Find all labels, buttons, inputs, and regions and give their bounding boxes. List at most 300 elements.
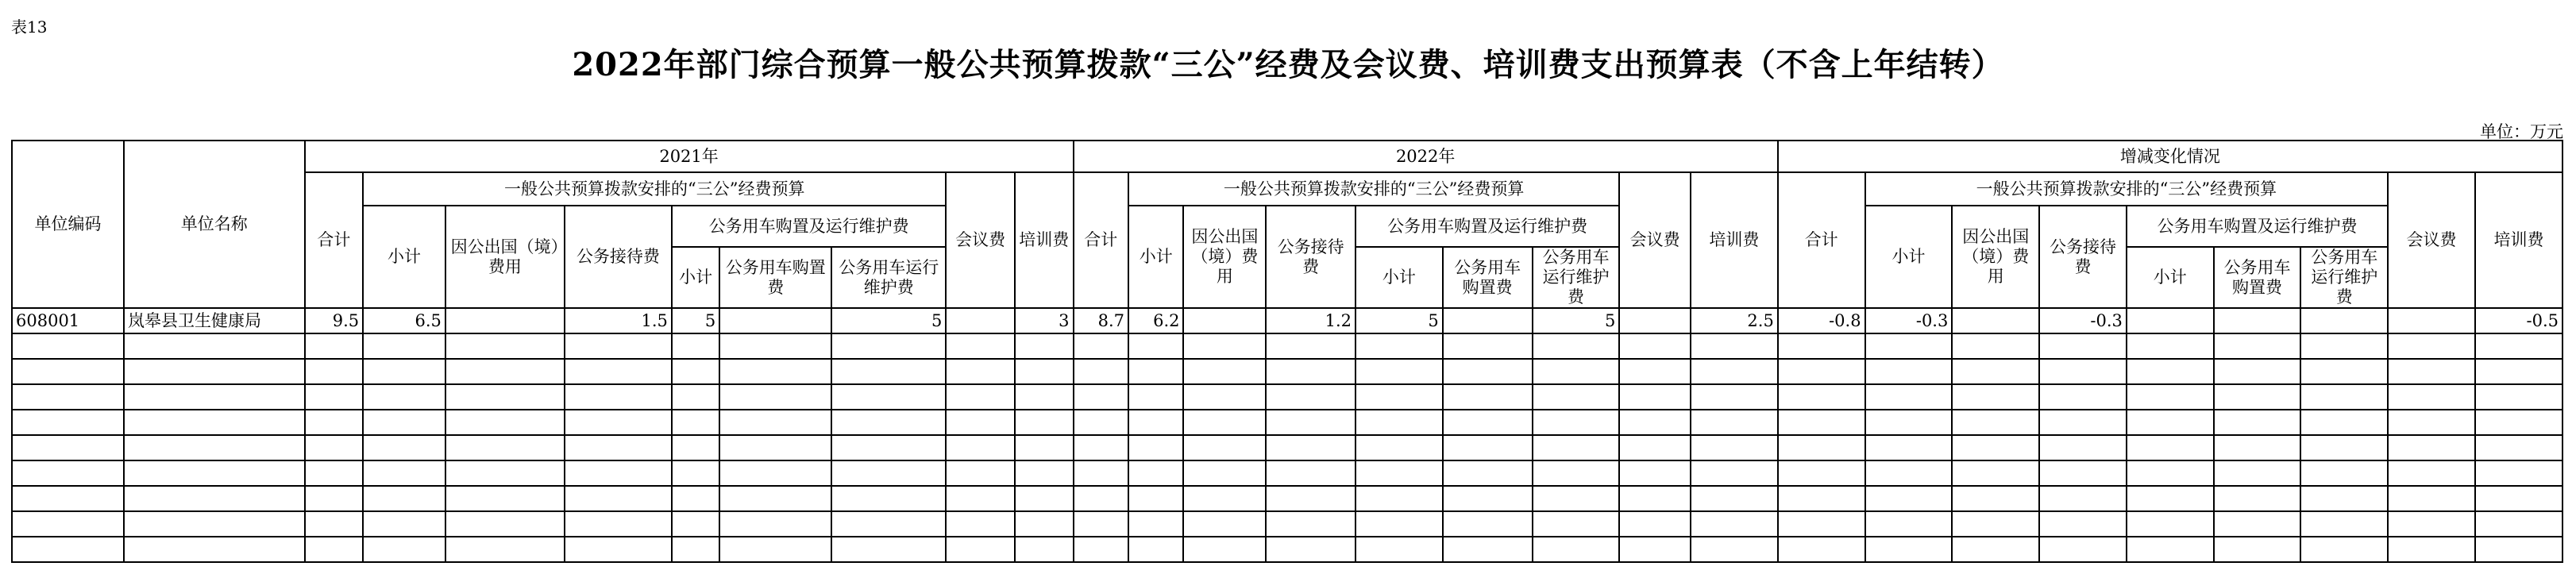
table-cell bbox=[1691, 511, 1778, 537]
table-cell bbox=[2475, 384, 2563, 410]
table-cell bbox=[1128, 537, 1183, 562]
table-cell bbox=[1183, 333, 1266, 359]
header-vehicle-purchase: 公务用车购置费 bbox=[2214, 247, 2301, 308]
cell-unit-code bbox=[12, 359, 124, 384]
table-cell bbox=[1952, 435, 2039, 460]
table-cell bbox=[1619, 511, 1691, 537]
header-meeting: 会议费 bbox=[2388, 172, 2475, 308]
cell-unit-code bbox=[12, 460, 124, 486]
table-cell bbox=[2127, 460, 2214, 486]
table-cell bbox=[1266, 486, 1355, 511]
table-cell bbox=[1443, 537, 1533, 562]
table-cell bbox=[1533, 384, 1620, 410]
table-cell bbox=[2300, 333, 2388, 359]
table-cell bbox=[305, 410, 364, 435]
cell-unit-code bbox=[12, 511, 124, 537]
header-meeting: 会议费 bbox=[946, 172, 1015, 308]
unit-label: 单位：万元 bbox=[2480, 122, 2563, 141]
table-cell bbox=[1952, 384, 2039, 410]
table-cell bbox=[363, 460, 445, 486]
header-unit-name: 单位名称 bbox=[124, 141, 305, 308]
table-cell bbox=[1074, 537, 1128, 562]
table-cell bbox=[565, 460, 672, 486]
table-cell bbox=[1074, 359, 1128, 384]
table-cell: -0.3 bbox=[1865, 308, 1953, 333]
table-cell bbox=[1015, 384, 1074, 410]
table-cell bbox=[719, 359, 831, 384]
cell-unit-code bbox=[12, 410, 124, 435]
table-cell bbox=[1619, 384, 1691, 410]
table-cell bbox=[363, 410, 445, 435]
table-body bbox=[12, 308, 2563, 562]
table-cell bbox=[1619, 537, 1691, 562]
table-cell bbox=[363, 486, 445, 511]
cell-unit-code bbox=[12, 384, 124, 410]
table-cell bbox=[2039, 435, 2127, 460]
table-cell bbox=[1691, 537, 1778, 562]
table-cell bbox=[445, 486, 565, 511]
table-cell bbox=[565, 486, 672, 511]
table-cell bbox=[363, 359, 445, 384]
table-cell bbox=[1355, 359, 1443, 384]
header-total: 合计 bbox=[1074, 172, 1128, 308]
header-vehicle-purchase: 公务用车购置费 bbox=[719, 247, 831, 308]
table-cell bbox=[1865, 333, 1953, 359]
table-cell bbox=[2039, 486, 2127, 511]
header-year-2021: 2021年 bbox=[305, 141, 1074, 172]
cell-unit-name bbox=[124, 486, 305, 511]
table-cell bbox=[1443, 410, 1533, 435]
cell-unit-code bbox=[12, 333, 124, 359]
cell-unit-code bbox=[12, 537, 124, 562]
table-cell bbox=[445, 460, 565, 486]
table-cell bbox=[1015, 460, 1074, 486]
table-row bbox=[12, 435, 2563, 460]
table-cell bbox=[1952, 359, 2039, 384]
header-vehicle-operation: 公务用车运行维护费 bbox=[1533, 247, 1620, 308]
table-cell bbox=[2388, 410, 2475, 435]
table-cell bbox=[1128, 359, 1183, 384]
table-cell bbox=[831, 359, 946, 384]
table-cell bbox=[1128, 435, 1183, 460]
table-cell bbox=[2127, 511, 2214, 537]
table-cell bbox=[1952, 460, 2039, 486]
table-cell bbox=[1778, 359, 1865, 384]
table-cell bbox=[672, 460, 719, 486]
table-cell bbox=[2214, 511, 2301, 537]
cell-unit-name bbox=[124, 384, 305, 410]
header-abroad: 因公出国（境）费用 bbox=[1183, 206, 1266, 308]
table-cell bbox=[719, 384, 831, 410]
table-cell bbox=[2127, 537, 2214, 562]
table-cell bbox=[946, 537, 1015, 562]
table-cell bbox=[1533, 359, 1620, 384]
table-cell bbox=[1183, 460, 1266, 486]
header-abroad: 因公出国（境）费用 bbox=[445, 206, 565, 308]
table-cell bbox=[719, 537, 831, 562]
cell-unit-name bbox=[124, 460, 305, 486]
table-cell bbox=[1533, 333, 1620, 359]
table-cell bbox=[672, 537, 719, 562]
table-cell bbox=[305, 511, 364, 537]
table-cell bbox=[1074, 410, 1128, 435]
table-cell bbox=[1691, 435, 1778, 460]
table-cell bbox=[445, 333, 565, 359]
table-cell bbox=[2475, 410, 2563, 435]
header-total: 合计 bbox=[305, 172, 364, 308]
table-cell bbox=[2214, 333, 2301, 359]
table-cell bbox=[2475, 511, 2563, 537]
table-cell: 1.5 bbox=[565, 308, 672, 333]
cell-unit-name bbox=[124, 537, 305, 562]
table-cell bbox=[2475, 435, 2563, 460]
table-cell bbox=[1865, 435, 1953, 460]
table-cell bbox=[1355, 537, 1443, 562]
header-training: 培训费 bbox=[1691, 172, 1778, 308]
table-cell bbox=[1015, 435, 1074, 460]
table-cell bbox=[1778, 410, 1865, 435]
header-training: 培训费 bbox=[2475, 172, 2563, 308]
header-vehicle: 公务用车购置及运行维护费 bbox=[672, 206, 946, 247]
table-cell bbox=[1778, 384, 1865, 410]
table-cell bbox=[565, 435, 672, 460]
table-cell bbox=[2127, 486, 2214, 511]
table-cell bbox=[2388, 308, 2475, 333]
table-cell bbox=[565, 384, 672, 410]
table-cell bbox=[719, 460, 831, 486]
table-cell bbox=[831, 384, 946, 410]
table-row bbox=[12, 410, 2563, 435]
header-change: 增减变化情况 bbox=[1778, 141, 2563, 172]
table-cell bbox=[363, 333, 445, 359]
table-row bbox=[12, 460, 2563, 486]
table-cell bbox=[1865, 460, 1953, 486]
table-cell: 1.2 bbox=[1266, 308, 1355, 333]
table-cell bbox=[1266, 460, 1355, 486]
table-cell bbox=[1355, 333, 1443, 359]
table-cell bbox=[1691, 359, 1778, 384]
cell-unit-name bbox=[124, 359, 305, 384]
header-three-public: 一般公共预算拨款安排的“三公”经费预算 bbox=[1128, 172, 1619, 206]
header-three-public: 一般公共预算拨款安排的“三公”经费预算 bbox=[363, 172, 946, 206]
table-cell bbox=[1691, 460, 1778, 486]
table-cell bbox=[1865, 384, 1953, 410]
table-cell bbox=[1183, 435, 1266, 460]
table-cell bbox=[719, 410, 831, 435]
table-cell bbox=[445, 384, 565, 410]
header-vehicle: 公务用车购置及运行维护费 bbox=[1355, 206, 1619, 247]
table-cell bbox=[1266, 333, 1355, 359]
table-cell bbox=[2475, 537, 2563, 562]
table-cell bbox=[1183, 511, 1266, 537]
table-cell: 6.2 bbox=[1128, 308, 1183, 333]
table-cell bbox=[1355, 384, 1443, 410]
table-cell bbox=[1015, 333, 1074, 359]
table-cell bbox=[445, 410, 565, 435]
table-cell bbox=[2300, 384, 2388, 410]
table-cell: 5 bbox=[831, 308, 946, 333]
header-vehicle-purchase: 公务用车购置费 bbox=[1443, 247, 1533, 308]
table-cell bbox=[1266, 410, 1355, 435]
table-cell bbox=[1355, 410, 1443, 435]
header-vehicle-subtotal: 小计 bbox=[1355, 247, 1443, 308]
cell-unit-name bbox=[124, 333, 305, 359]
table-cell bbox=[1183, 384, 1266, 410]
table-cell bbox=[1128, 384, 1183, 410]
header-training: 培训费 bbox=[1015, 172, 1074, 308]
header-subtotal: 小计 bbox=[363, 206, 445, 308]
table-cell bbox=[1183, 486, 1266, 511]
table-cell bbox=[831, 460, 946, 486]
header-three-public: 一般公共预算拨款安排的“三公”经费预算 bbox=[1865, 172, 2389, 206]
header-subtotal: 小计 bbox=[1128, 206, 1183, 308]
table-cell bbox=[1015, 486, 1074, 511]
cell-unit-code bbox=[12, 435, 124, 460]
header-vehicle-subtotal: 小计 bbox=[672, 247, 719, 308]
table-cell bbox=[1074, 486, 1128, 511]
table-cell bbox=[363, 384, 445, 410]
table-cell bbox=[2214, 384, 2301, 410]
table-cell bbox=[2300, 410, 2388, 435]
table-cell bbox=[565, 511, 672, 537]
table-cell bbox=[445, 359, 565, 384]
table-row bbox=[12, 359, 2563, 384]
table-cell bbox=[2214, 410, 2301, 435]
table-cell bbox=[1865, 511, 1953, 537]
table-cell bbox=[1183, 308, 1266, 333]
table-cell bbox=[1533, 460, 1620, 486]
table-cell bbox=[1183, 410, 1266, 435]
table-cell bbox=[445, 308, 565, 333]
table-cell bbox=[946, 359, 1015, 384]
table-cell bbox=[1952, 308, 2039, 333]
table-cell bbox=[2475, 486, 2563, 511]
table-cell bbox=[1074, 460, 1128, 486]
table-cell bbox=[672, 333, 719, 359]
table-cell bbox=[946, 410, 1015, 435]
table-cell bbox=[1619, 435, 1691, 460]
table-cell bbox=[1074, 435, 1128, 460]
header-vehicle-subtotal: 小计 bbox=[2127, 247, 2214, 308]
header-vehicle-operation: 公务用车运行维护费 bbox=[2300, 247, 2388, 308]
budget-table bbox=[11, 140, 2563, 563]
table-cell bbox=[1865, 410, 1953, 435]
table-cell bbox=[1778, 435, 1865, 460]
table-cell bbox=[363, 511, 445, 537]
table-cell bbox=[1952, 333, 2039, 359]
cell-unit-name bbox=[124, 410, 305, 435]
table-row bbox=[12, 333, 2563, 359]
table-cell bbox=[2388, 435, 2475, 460]
header-meeting: 会议费 bbox=[1619, 172, 1691, 308]
header-reception: 公务接待费 bbox=[565, 206, 672, 308]
table-cell bbox=[1128, 511, 1183, 537]
table-cell bbox=[305, 384, 364, 410]
table-cell bbox=[1619, 308, 1691, 333]
table-cell bbox=[2388, 384, 2475, 410]
table-cell bbox=[1266, 511, 1355, 537]
table-cell bbox=[672, 435, 719, 460]
table-cell bbox=[719, 486, 831, 511]
cell-unit-code: 608001 bbox=[12, 308, 124, 333]
table-cell bbox=[1952, 511, 2039, 537]
table-row bbox=[12, 537, 2563, 562]
table-cell bbox=[1015, 410, 1074, 435]
table-cell: 9.5 bbox=[305, 308, 364, 333]
table-cell bbox=[831, 333, 946, 359]
table-cell bbox=[1691, 333, 1778, 359]
table-cell bbox=[719, 308, 831, 333]
table-cell bbox=[1778, 486, 1865, 511]
header-vehicle: 公务用车购置及运行维护费 bbox=[2127, 206, 2388, 247]
table-cell bbox=[1266, 359, 1355, 384]
table-row bbox=[12, 511, 2563, 537]
table-cell bbox=[2475, 333, 2563, 359]
table-cell bbox=[831, 410, 946, 435]
table-cell bbox=[1533, 537, 1620, 562]
table-cell bbox=[2214, 308, 2301, 333]
table-cell bbox=[2388, 537, 2475, 562]
table-cell bbox=[1015, 359, 1074, 384]
table-cell bbox=[1533, 486, 1620, 511]
table-cell bbox=[1865, 486, 1953, 511]
table-cell bbox=[2214, 359, 2301, 384]
table-cell: -0.5 bbox=[2475, 308, 2563, 333]
table-cell bbox=[2127, 435, 2214, 460]
table-cell bbox=[1355, 435, 1443, 460]
table-cell bbox=[1533, 410, 1620, 435]
table-cell bbox=[2388, 486, 2475, 511]
header-unit-code: 单位编码 bbox=[12, 141, 124, 308]
table-cell bbox=[2475, 359, 2563, 384]
table-cell bbox=[305, 486, 364, 511]
table-cell bbox=[363, 537, 445, 562]
table-cell bbox=[1074, 333, 1128, 359]
table-cell bbox=[672, 511, 719, 537]
header-year-2022: 2022年 bbox=[1074, 141, 1778, 172]
table-cell bbox=[2300, 308, 2388, 333]
table-cell bbox=[565, 537, 672, 562]
table-cell bbox=[2300, 486, 2388, 511]
table-cell bbox=[305, 359, 364, 384]
table-cell bbox=[1533, 435, 1620, 460]
cell-unit-name bbox=[124, 511, 305, 537]
table-cell: 5 bbox=[1533, 308, 1620, 333]
table-cell bbox=[2214, 435, 2301, 460]
table-cell bbox=[1074, 384, 1128, 410]
table-row bbox=[12, 384, 2563, 410]
table-cell bbox=[1952, 537, 2039, 562]
table-cell bbox=[672, 410, 719, 435]
table-cell bbox=[672, 486, 719, 511]
page-title: 2022年部门综合预算一般公共预算拨款“三公”经费及会议费、培训费支出预算表（不含上年结转） bbox=[572, 46, 2004, 83]
table-cell bbox=[1266, 384, 1355, 410]
cell-unit-name: 岚皋县卫生健康局 bbox=[124, 308, 305, 333]
table-cell bbox=[719, 333, 831, 359]
table-cell bbox=[1691, 410, 1778, 435]
table-cell bbox=[1619, 333, 1691, 359]
table-cell bbox=[565, 333, 672, 359]
table-cell bbox=[1691, 384, 1778, 410]
table-cell: -0.3 bbox=[2039, 308, 2127, 333]
table-cell bbox=[2300, 359, 2388, 384]
table-cell bbox=[946, 333, 1015, 359]
table-cell bbox=[1443, 308, 1533, 333]
table-cell bbox=[1443, 460, 1533, 486]
table-cell bbox=[831, 537, 946, 562]
table-cell bbox=[445, 435, 565, 460]
header-total: 合计 bbox=[1778, 172, 1865, 308]
table-cell bbox=[1619, 486, 1691, 511]
table-cell bbox=[2388, 511, 2475, 537]
table-cell bbox=[2300, 435, 2388, 460]
table-cell bbox=[2039, 537, 2127, 562]
table-cell bbox=[2300, 537, 2388, 562]
table-cell bbox=[305, 435, 364, 460]
table-cell: 5 bbox=[1355, 308, 1443, 333]
table-cell bbox=[1183, 537, 1266, 562]
table-cell bbox=[2300, 511, 2388, 537]
table-cell bbox=[946, 308, 1015, 333]
table-cell bbox=[1443, 435, 1533, 460]
table-cell bbox=[445, 537, 565, 562]
table-cell: 3 bbox=[1015, 308, 1074, 333]
table-cell bbox=[1778, 537, 1865, 562]
table-cell bbox=[2039, 333, 2127, 359]
table-cell bbox=[363, 435, 445, 460]
table-cell bbox=[946, 384, 1015, 410]
table-cell bbox=[2127, 359, 2214, 384]
table-cell bbox=[1778, 333, 1865, 359]
table-cell bbox=[2388, 359, 2475, 384]
sheet-label: 表13 bbox=[11, 17, 48, 37]
table-cell bbox=[1266, 435, 1355, 460]
table-cell bbox=[1443, 384, 1533, 410]
table-cell bbox=[2475, 460, 2563, 486]
table-cell bbox=[2214, 460, 2301, 486]
table-cell bbox=[565, 359, 672, 384]
table-cell bbox=[1619, 359, 1691, 384]
header-reception: 公务接待费 bbox=[1266, 206, 1355, 308]
table-cell bbox=[2039, 359, 2127, 384]
table-cell bbox=[1778, 511, 1865, 537]
table-cell bbox=[1015, 537, 1074, 562]
table-cell bbox=[2127, 384, 2214, 410]
table-cell bbox=[1619, 460, 1691, 486]
table-cell bbox=[1865, 359, 1953, 384]
table-cell bbox=[946, 511, 1015, 537]
table-cell bbox=[1355, 460, 1443, 486]
table-cell: 6.5 bbox=[363, 308, 445, 333]
header-abroad: 因公出国（境）费用 bbox=[1952, 206, 2039, 308]
table-cell bbox=[1691, 486, 1778, 511]
table-cell bbox=[1443, 486, 1533, 511]
table-cell bbox=[1355, 511, 1443, 537]
table-cell bbox=[1266, 537, 1355, 562]
table-cell: 2.5 bbox=[1691, 308, 1778, 333]
table-row bbox=[12, 308, 2563, 333]
table-cell bbox=[672, 384, 719, 410]
table-cell bbox=[2127, 308, 2214, 333]
table-cell bbox=[445, 511, 565, 537]
table-cell bbox=[1074, 511, 1128, 537]
table-cell bbox=[2388, 460, 2475, 486]
table-cell bbox=[2300, 460, 2388, 486]
table-cell bbox=[1443, 359, 1533, 384]
table-cell bbox=[831, 511, 946, 537]
table-cell bbox=[946, 460, 1015, 486]
table-cell bbox=[1355, 486, 1443, 511]
